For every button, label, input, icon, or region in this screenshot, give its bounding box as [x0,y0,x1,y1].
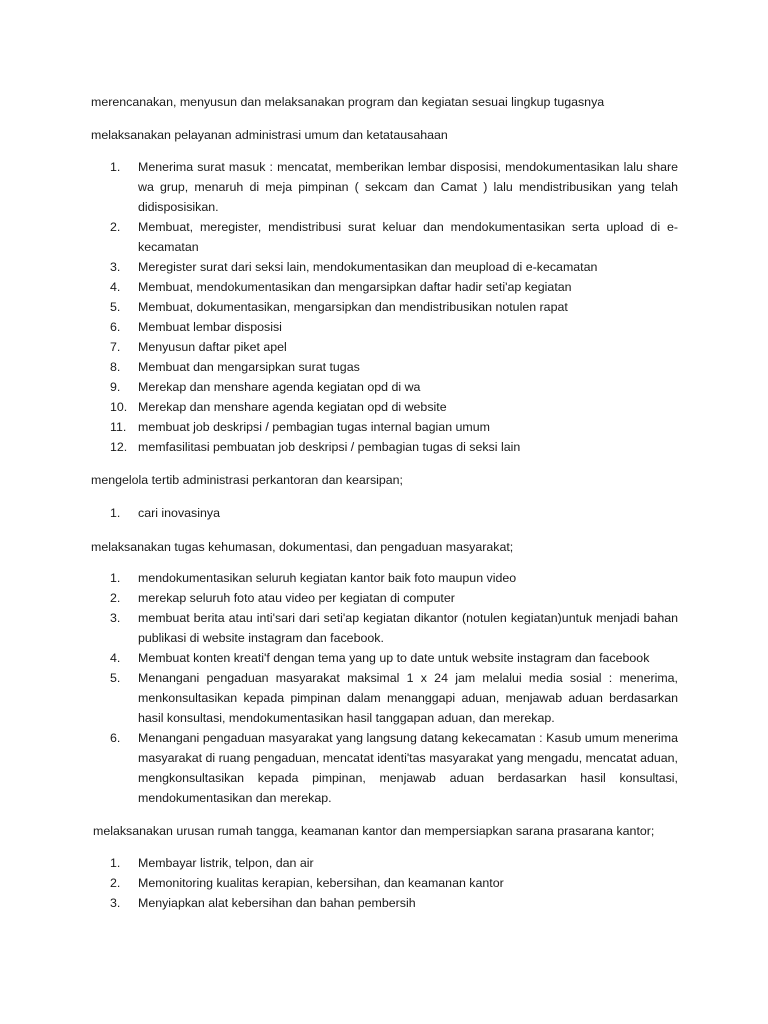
section-heading-kearsipan: mengelola tertib administrasi perkantoran dan kearsipan; [91,473,404,487]
list-item-text: Menangani pengaduan masyarakat yang langsung datang kekecamatan : Kasub umum menerima masyarakat di ruang pengaduan, mencatat identi'tas masyarakat yang mengadu, mencatat aduan, mengkonsultasikan kepada pimpinan, menjawab aduan berdasarkan hasil konsultasi, mendokumentasikan dan merekap. [138,731,678,805]
list-item-number: 2. [110,591,121,605]
list-item-number: 8. [110,360,121,374]
list-item-number: 1. [110,506,121,520]
list-item-text: Membayar listrik, telpon, dan air [138,856,314,870]
list-item-text: merekap seluruh foto atau video per kegiatan di computer [138,591,455,605]
list-item-text: Menerima surat masuk : mencatat, memberikan lembar disposisi, mendokumentasikan lalu share wa grup, menaruh di meja pimpinan ( sekcam dan Camat ) lalu mendistribusikan yang telah didisposisikan. [138,160,678,214]
list-item-number: 12. [110,440,128,454]
list-item [110,317,678,337]
list-item [110,257,678,277]
list-item-number: 2. [110,876,121,890]
list-item [110,337,678,357]
list-item-number: 6. [110,731,121,745]
list-item [110,217,678,257]
section-heading-kehumasan: melaksanakan tugas kehumasan, dokumentasi, dan pengaduan masyarakat; [91,540,514,554]
list-item [110,357,678,377]
list-item-number: 1. [110,160,121,174]
list-item-number: 6. [110,320,121,334]
section-heading-administrasi: melaksanakan pelayanan administrasi umum dan ketatausahaan [91,128,448,142]
section-heading-program: merencanakan, menyusun dan melaksanakan program dan kegiatan sesuai lingkup tugasnya [91,95,605,109]
list-item-text: mendokumentasikan seluruh kegiatan kantor baik foto maupun video [138,571,517,585]
list-item [110,608,678,648]
section-heading-rumah-tangga: melaksanakan urusan rumah tangga, keamanan kantor dan mempersiapkan sarana prasarana kantor; [93,824,655,838]
list-item [110,277,678,297]
list-item [110,648,678,668]
list-item-text: Memonitoring kualitas kerapian, kebersihan, dan keamanan kantor [138,876,504,890]
list-item-number: 5. [110,300,121,314]
list-item-number: 11. [110,420,127,434]
list-item-number: 7. [110,340,121,354]
list-item-text: Membuat, mendokumentasikan dan mengarsipkan daftar hadir seti'ap kegiatan [138,280,572,294]
list-rumah-tangga [110,853,678,913]
list-item-number: 3. [110,896,121,910]
list-item-number: 3. [110,260,121,274]
list-item-text: Membuat, dokumentasikan, mengarsipkan dan mendistribusikan notulen rapat [138,300,568,314]
list-item-number: 1. [110,856,121,870]
list-item-number: 4. [110,280,121,294]
list-item-number: 4. [110,651,121,665]
list-item-text: Menyusun daftar piket apel [138,340,287,354]
list-item-number: 9. [110,380,121,394]
list-item [110,728,678,808]
list-item-number: 5. [110,671,121,685]
list-item-number: 2. [110,220,121,234]
list-item [110,157,678,217]
list-item-text: membuat job deskripsi / pembagian tugas internal bagian umum [138,420,490,434]
list-item-text: Merekap dan menshare agenda kegiatan opd di website [138,400,447,414]
list-item-text: cari inovasinya [138,506,220,520]
list-item-number: 1. [110,571,121,585]
list-item [110,568,678,588]
list-item [110,893,678,913]
list-item-number: 10. [110,400,128,414]
list-item-number: 3. [110,611,121,625]
list-administrasi [110,157,678,457]
list-item [110,437,678,457]
list-item [110,588,678,608]
list-item-text: Menyiapkan alat kebersihan dan bahan pembersih [138,896,416,910]
list-item-text: Membuat lembar disposisi [138,320,282,334]
list-item-text: membuat berita atau inti'sari dari seti'ap kegiatan dikantor (notulen kegiatan)untuk menjadi bahan publikasi di website instagram dan facebook. [138,611,678,645]
list-item-text: Membuat konten kreati'f dengan tema yang up to date untuk website instagram dan facebook [138,651,650,665]
list-item [110,873,678,893]
list-item-text: memfasilitasi pembuatan job deskripsi / pembagian tugas di seksi lain [138,440,521,454]
list-item [110,503,678,523]
list-item [110,668,678,728]
list-kearsipan [110,503,678,523]
list-item-text: Menangani pengaduan masyarakat maksimal 1 x 24 jam melalui media sosial : menerima, menkonsultasikan kepada pimpinan dalam menanggapi aduan, menjawab aduan berdasarkan hasil konsultasi, mendokumentasikan hasil tanggapan aduan, dan merekap. [138,671,678,725]
list-item [110,297,678,317]
list-item-text: Merekap dan menshare agenda kegiatan opd di wa [138,380,421,394]
list-item-text: Membuat dan mengarsipkan surat tugas [138,360,360,374]
list-item [110,853,678,873]
list-item [110,417,678,437]
list-item [110,397,678,417]
list-kehumasan [110,568,678,808]
list-item-text: Meregister surat dari seksi lain, mendokumentasikan dan meupload di e-kecamatan [138,260,598,274]
list-item-text: Membuat, meregister, mendistribusi surat keluar dan mendokumentasikan serta upload di e-kecamatan [138,220,678,254]
list-item [110,377,678,397]
